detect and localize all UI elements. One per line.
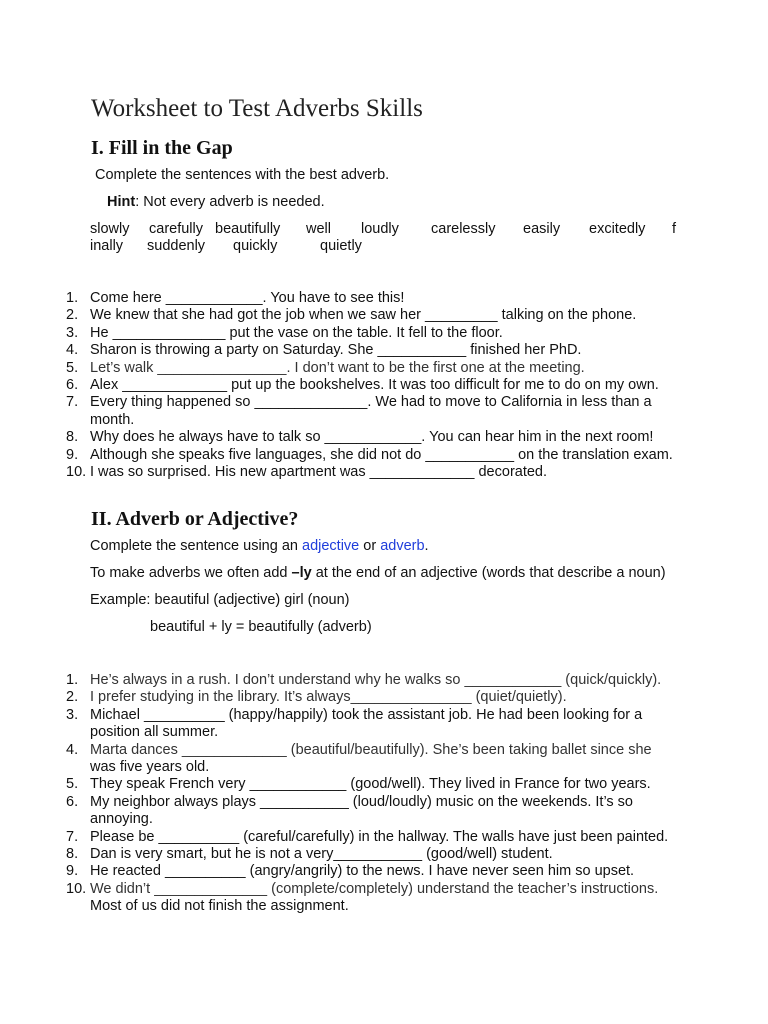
item-number: 7.	[66, 394, 79, 411]
item-number: 1.	[66, 290, 79, 306]
instruction-text: Complete the sentence using an	[90, 538, 302, 554]
list-item	[66, 829, 686, 846]
item-text: He ______________ put the vase on the table. It fell to the floor.	[90, 324, 503, 341]
item-text: He’s always in a rush. I don’t understand why he walks so ____________ (quick/quickly).	[90, 672, 662, 688]
adverb-word: adverb	[380, 538, 425, 554]
item-text-continuation: annoying.	[90, 811, 153, 828]
list-item	[66, 881, 686, 916]
list-item	[66, 394, 686, 429]
rule-text: To make adverbs we often add	[90, 565, 292, 581]
section-1-heading: I. Fill in the Gap	[91, 137, 233, 159]
word-bank-item: f	[672, 221, 677, 237]
item-number: 7.	[66, 828, 79, 845]
list-item	[66, 863, 686, 880]
rule-line	[90, 565, 666, 581]
item-text: Marta dances _____________ (beautiful/beautifully). She’s been taking ballet since she	[90, 741, 652, 758]
hint-label: Hint	[107, 194, 136, 210]
word-bank-item: carelessly	[431, 221, 496, 237]
section-2-list	[66, 672, 686, 916]
item-text: Every thing happened so ______________. We had to move to California in less than a	[90, 394, 652, 411]
item-text: I was so surprised. His new apartment was _____________ decorated.	[90, 464, 548, 481]
list-item	[66, 794, 686, 829]
item-number: 4.	[66, 342, 79, 359]
item-number: 3.	[66, 706, 79, 723]
word-bank-item: easily	[523, 221, 561, 237]
word-bank-item: suddenly	[147, 238, 206, 254]
adjective-word: adjective	[302, 538, 360, 554]
item-text: Dan is very smart, but he is not a very___________ (good/well) student.	[90, 846, 553, 863]
word-bank-item: quietly	[320, 238, 362, 254]
item-number: 10.	[66, 464, 87, 481]
section-1-instruction: Complete the sentences with the best adverb.	[95, 167, 390, 183]
item-text: Michael __________ (happy/happily) took the assistant job. He had been looking for a	[90, 706, 643, 723]
item-text-continuation: Most of us did not finish the assignment.	[90, 898, 349, 915]
list-item	[66, 429, 686, 446]
item-text: I prefer studying in the library. It’s always_______________ (quiet/quietly).	[90, 689, 567, 706]
word-bank-item: excitedly	[589, 221, 646, 237]
item-text: Sharon is throwing a party on Saturday. She ___________ finished her PhD.	[90, 342, 582, 359]
list-item	[66, 447, 686, 464]
list-item	[66, 672, 686, 689]
item-number: 2.	[66, 307, 79, 324]
item-number: 9.	[66, 446, 79, 463]
item-text: He reacted __________ (angry/angrily) to the news. I have never seen him so upset.	[90, 863, 635, 880]
list-item	[66, 290, 686, 307]
item-number: 5.	[66, 359, 79, 376]
item-number: 8.	[66, 429, 79, 446]
list-item	[66, 342, 686, 359]
instruction-text: .	[424, 538, 429, 554]
list-item	[66, 307, 686, 324]
list-item	[66, 464, 686, 481]
list-item	[66, 689, 686, 706]
word-bank-item: inally	[90, 238, 124, 254]
word-bank-item: carefully	[149, 221, 203, 237]
item-text: My neighbor always plays ___________ (loud/loudly) music on the weekends. It’s so	[90, 793, 633, 810]
item-text: They speak French very ____________ (good/well). They lived in France for two years.	[90, 776, 651, 793]
item-number: 6.	[66, 377, 79, 394]
item-number: 10.	[66, 880, 87, 897]
formula-line: beautiful + ly = beautifully (adverb)	[150, 619, 372, 635]
example-line: Example: beautiful (adjective) girl (noun)	[90, 592, 350, 608]
item-text: Let’s walk ________________. I don’t want to be the first one at the meeting.	[90, 359, 585, 376]
item-text: Why does he always have to talk so ____________. You can hear him in the next room!	[90, 429, 654, 446]
item-text: We didn’t ______________ (complete/completely) understand the teacher’s instructions.	[90, 880, 659, 897]
section-2-instruction	[90, 538, 429, 554]
item-number: 6.	[66, 793, 79, 810]
item-text: Alex _____________ put up the bookshelves. It was too difficult for me to do on my own.	[90, 377, 659, 394]
item-text-continuation: position all summer.	[90, 724, 219, 741]
list-item	[66, 742, 686, 777]
page-title: Worksheet to Test Adverbs Skills	[91, 95, 423, 122]
list-item	[66, 707, 686, 742]
hint-line	[107, 194, 325, 210]
list-item	[66, 325, 686, 342]
item-number: 8.	[66, 846, 79, 863]
item-number: 2.	[66, 689, 79, 706]
item-number: 9.	[66, 863, 79, 880]
item-text: Come here ____________. You have to see this!	[90, 290, 405, 306]
list-item	[66, 377, 686, 394]
item-number: 5.	[66, 776, 79, 793]
item-text-continuation: month.	[90, 411, 135, 428]
section-2-heading: II. Adverb or Adjective?	[91, 508, 299, 530]
item-text: Please be __________ (careful/carefully) in the hallway. The walls have just been painted.	[90, 828, 669, 845]
list-item	[66, 360, 686, 377]
list-item	[66, 776, 686, 793]
instruction-text: or	[359, 538, 381, 554]
hint-text: : Not every adverb is needed.	[135, 194, 325, 210]
word-bank-item: slowly	[90, 221, 130, 237]
item-text-continuation: was five years old.	[90, 759, 210, 776]
item-number: 3.	[66, 324, 79, 341]
word-bank-item: quickly	[233, 238, 278, 254]
item-number: 4.	[66, 741, 79, 758]
section-1-list	[66, 290, 686, 481]
word-bank-item: well	[306, 221, 331, 237]
item-text: We knew that she had got the job when we saw her _________ talking on the phone.	[90, 307, 637, 324]
list-item	[66, 846, 686, 863]
rule-suffix: –ly	[291, 565, 312, 581]
word-bank-item: beautifully	[215, 221, 281, 237]
rule-text: at the end of an adjective (words that describe a noun)	[311, 565, 666, 581]
item-number: 1.	[66, 672, 79, 688]
item-text: Although she speaks five languages, she did not do ___________ on the translation exam.	[90, 446, 673, 463]
word-bank-item: loudly	[361, 221, 399, 237]
